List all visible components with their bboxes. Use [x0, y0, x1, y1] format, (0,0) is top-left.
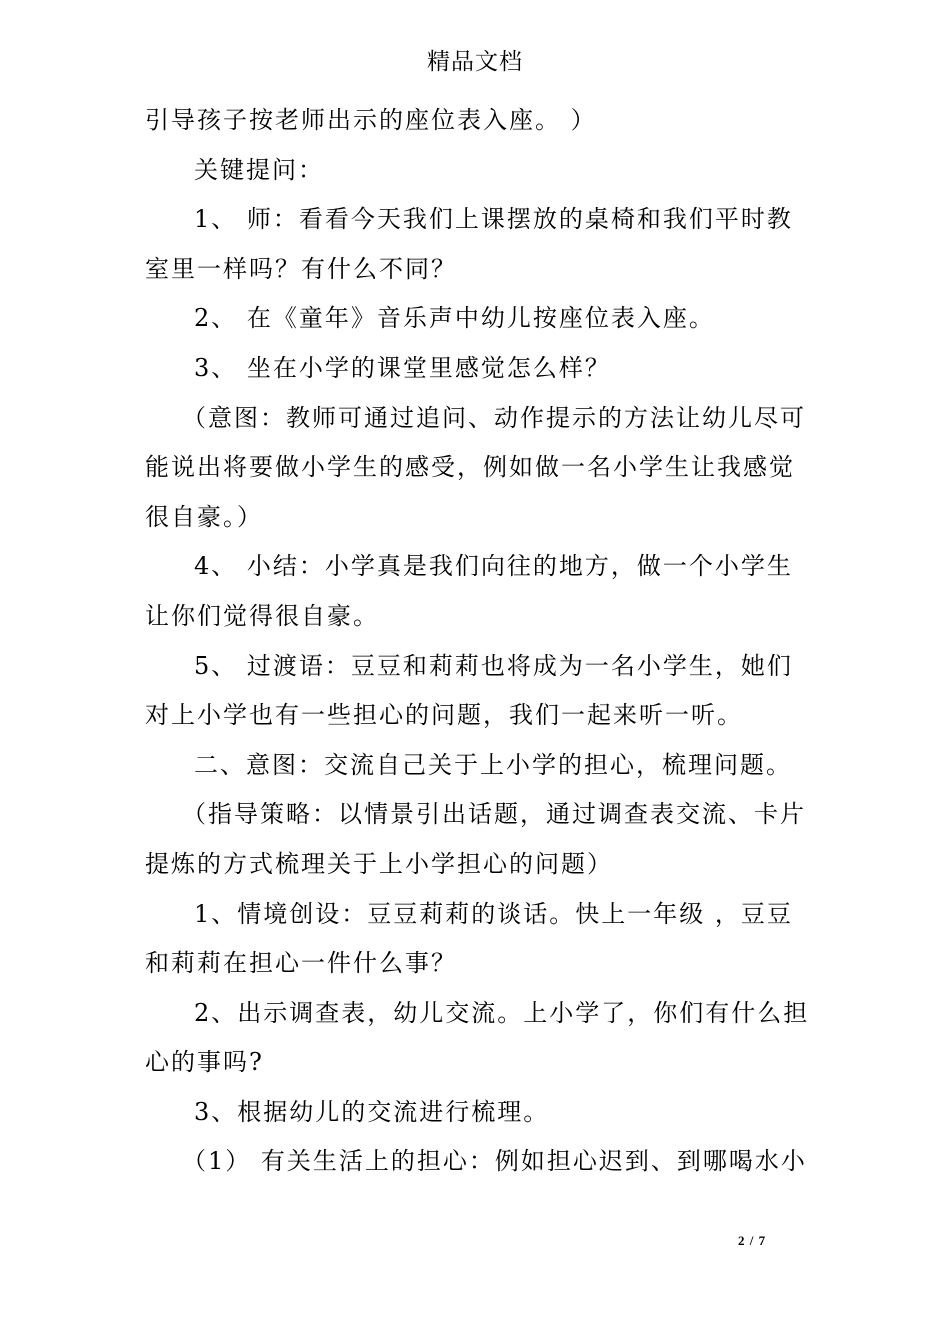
- document-body: [145, 96, 810, 1187]
- page-header-title: 精品文档: [427, 49, 523, 75]
- paragraph: 2、出示调查表，幼儿交流。上小学了，你们有什么担心的事吗?: [145, 998, 810, 1077]
- paragraph: 3、根据幼儿的交流进行梳理。: [194, 1097, 550, 1126]
- paragraph: （指导策略：以情景引出话题，通过调查表交流、卡片提炼的方式梳理关于上小学担心的问题）: [145, 800, 806, 878]
- paragraph: 4、 小结：小学真是我们向往的地方，做一个小学生让你们觉得很自豪。: [145, 552, 793, 630]
- paragraph: 二、意图：交流自己关于上小学的担心，梳理问题。: [194, 750, 792, 779]
- paragraph: 5、 过渡语：豆豆和莉莉也将成为一名小学生，她们对上小学也有一些担心的问题，我们一起来听一听。: [145, 651, 793, 730]
- paragraph: 引导孩子按老师出示的座位表入座。 ）: [145, 106, 597, 134]
- paragraph: 2、 在《童年》音乐声中幼儿按座位表入座。: [194, 304, 715, 333]
- paragraph: （1） 有关生活上的担心：例如担心迟到、到哪喝水小: [182, 1147, 807, 1176]
- paragraph: （意图：教师可通过追问、动作提示的方法让幼儿尽可能说出将要做小学生的感受，例如做一名小学生让我感觉很自豪。）: [145, 403, 806, 531]
- paragraph: 关键提问：: [194, 155, 324, 184]
- page-number: 2 / 7: [738, 1233, 767, 1248]
- paragraph: 1、情境创设：豆豆莉莉的谈话。快上一年级 ，豆豆和莉莉在担心一件什么事？: [145, 899, 793, 978]
- paragraph: 3、 坐在小学的课堂里感觉怎么样？: [194, 353, 611, 382]
- paragraph: 1、 师：看看今天我们上课摆放的桌椅和我们平时教室里一样吗？有什么不同？: [145, 205, 793, 283]
